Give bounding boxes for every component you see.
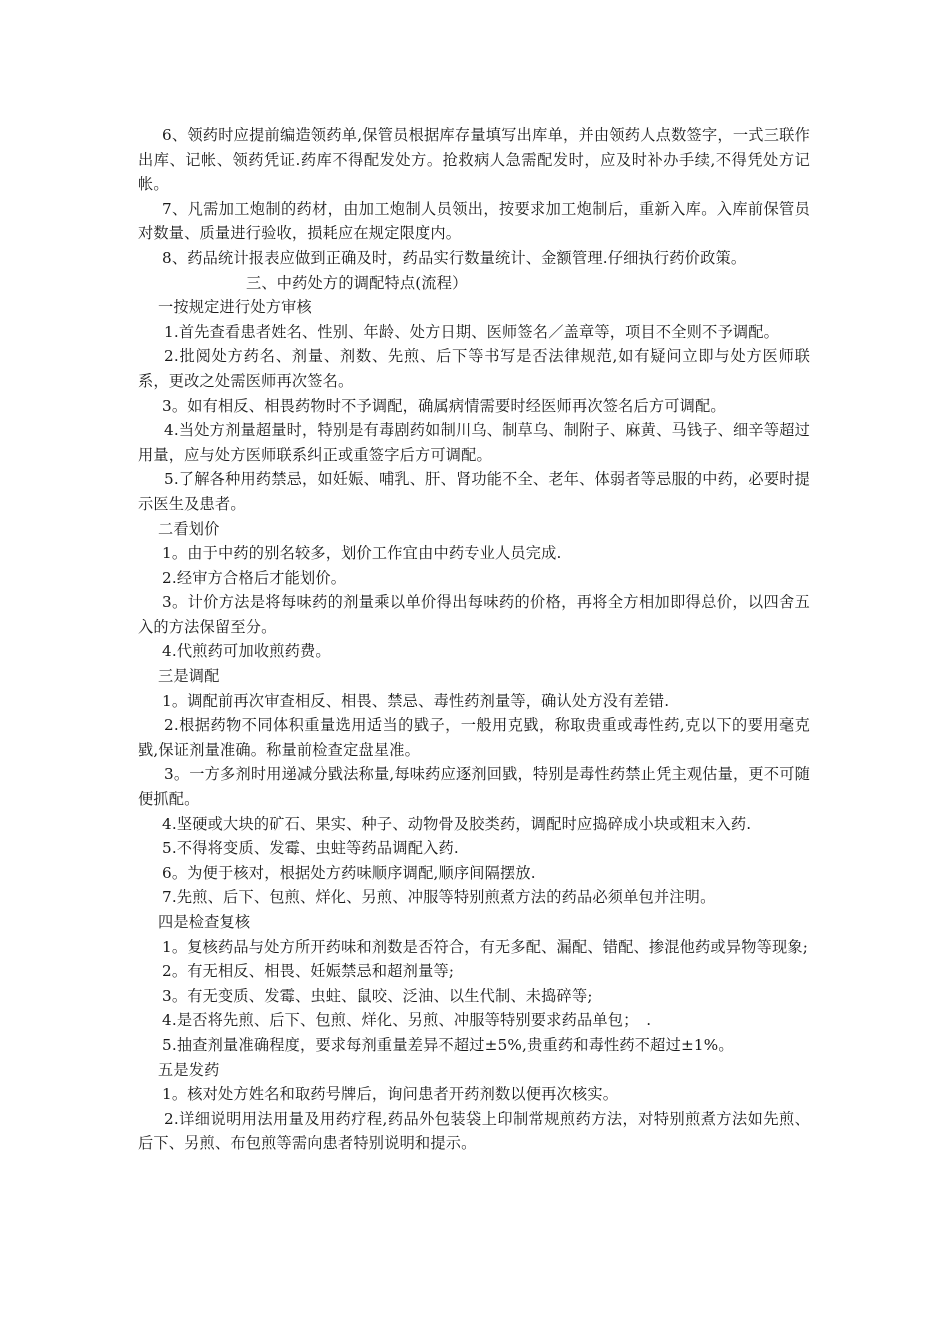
subheading-pricing: 二看划价 (158, 519, 220, 538)
subheading-checking: 四是检查复核 (158, 913, 251, 931)
paragraph-pricing-2: 2.经审方合格后才能划价。 (162, 568, 347, 587)
paragraph-dispensing-3: 3。一方多剂时用递减分戥法称量,每味药应逐剂回戥，特别是毒性药禁止凭主观估量，更不可随便抓配。 (138, 765, 810, 809)
paragraph-review-4: 4.当处方剂量超量时，特别是有毒剧药如制川乌、制草乌、制附子、麻黄、马钱子、细辛等超过用量，应与处方医师联系纠正或重签字后方可调配。 (138, 421, 810, 464)
subheading-issuing: 五是发药 (158, 1060, 220, 1079)
section-heading: 三、中药处方的调配特点(流程） (246, 273, 468, 292)
paragraph-checking-3: 3。有无变质、发霉、虫蛀、鼠咬、泛油、以生代制、未捣碎等; (162, 986, 593, 1005)
paragraph-dispensing-7: 7.先煎、后下、包煎、烊化、另煎、冲服等特别煎煮方法的药品必须单包并注明。 (162, 888, 716, 907)
subheading-dispensing: 三是调配 (158, 667, 220, 686)
paragraph-review-1: 1.首先查看患者姓名、性别、年龄、处方日期、医师签名／盖章等，项目不全则不予调配。 (164, 322, 780, 341)
paragraph-item-6: 6、领药时应提前编造领药单,保管员根据库存量填写出库单，并由领药人点数签字，一式三联作出库、记帐、领药凭证.药库不得配发处方。抢救病人急需配发时，应及时补办手续,不得凭处方记帐。 (138, 126, 810, 194)
paragraph-dispensing-6: 6。为便于核对，根据处方药味顺序调配,顺序间隔摆放. (162, 863, 536, 882)
paragraph-pricing-1: 1。由于中药的别名较多，划价工作宜由中药专业人员完成. (162, 544, 562, 563)
paragraph-checking-2: 2。有无相反、相畏、妊娠禁忌和超剂量等; (162, 962, 455, 981)
paragraph-review-2: 2.批阅处方药名、剂量、剂数、先煎、后下等书写是否法律规范,如有疑问立即与处方医师联系，更改之处需医师再次签名。 (138, 347, 810, 390)
paragraph-item-8: 8、药品统计报表应做到正确及时，药品实行数量统计、金额管理.仔细执行药价政策。 (162, 248, 747, 267)
paragraph-pricing-3: 3。计价方法是将每味药的剂量乘以单价得出每味药的价格，再将全方相加即得总价，以四舍五入的方法保留至分。 (138, 593, 810, 636)
paragraph-dispensing-5: 5.不得将变质、发霉、虫蛀等药品调配入药. (162, 839, 459, 858)
paragraph-checking-5: 5.抽查剂量准确程度，要求每剂重量差异不超过±5%,贵重药和毒性药不超过±1%。 (162, 1035, 734, 1054)
subheading-review: 一按规定进行处方审核 (158, 298, 312, 317)
paragraph-dispensing-2: 2.根据药物不同体积重量选用适当的戥子，一般用克戥，称取贵重或毒性药,克以下的要用毫克戥,保证剂量准确。称量前检查定盘星准。 (138, 716, 810, 759)
paragraph-pricing-4: 4.代煎药可加收煎药费。 (162, 642, 331, 661)
paragraph-item-7: 7、凡需加工炮制的药材，由加工炮制人员领出，按要求加工炮制后，重新入库。入库前保管员对数量、质量进行验收，损耗应在规定限度内。 (138, 199, 810, 243)
paragraph-issuing-1: 1。核对处方姓名和取药号牌后，询问患者开药剂数以便再次核实。 (162, 1085, 619, 1104)
document-body (138, 123, 810, 1156)
paragraph-review-5: 5.了解各种用药禁忌，如妊娠、哺乳、肝、肾功能不全、老年、体弱者等忌服的中药，必要时提示医生及患者。 (138, 470, 810, 513)
paragraph-dispensing-1: 1。调配前再次审查相反、相畏、禁忌、毒性药剂量等，确认处方没有差错. (162, 691, 670, 710)
paragraph-dispensing-4: 4.坚硬或大块的矿石、果实、种子、动物骨及胶类药，调配时应捣碎成小块或粗末入药. (162, 814, 752, 833)
paragraph-checking-4: 4.是否将先煎、后下、包煎、烊化、另煎、冲服等特别要求药品单包； . (162, 1011, 652, 1030)
paragraph-checking-1: 1。复核药品与处方所开药味和剂数是否符合，有无多配、漏配、错配、掺混他药或异物等现象; (162, 937, 809, 956)
paragraph-issuing-2: 2.详细说明用法用量及用药疗程,药品外包装袋上印制常规煎药方法，对特别煎煮方法如先煎、后下、另煎、布包煎等需向患者特别说明和提示。 (138, 1109, 810, 1153)
paragraph-review-3: 3。如有相反、相畏药物时不予调配，确属病情需要时经医师再次签名后方可调配。 (162, 396, 726, 415)
